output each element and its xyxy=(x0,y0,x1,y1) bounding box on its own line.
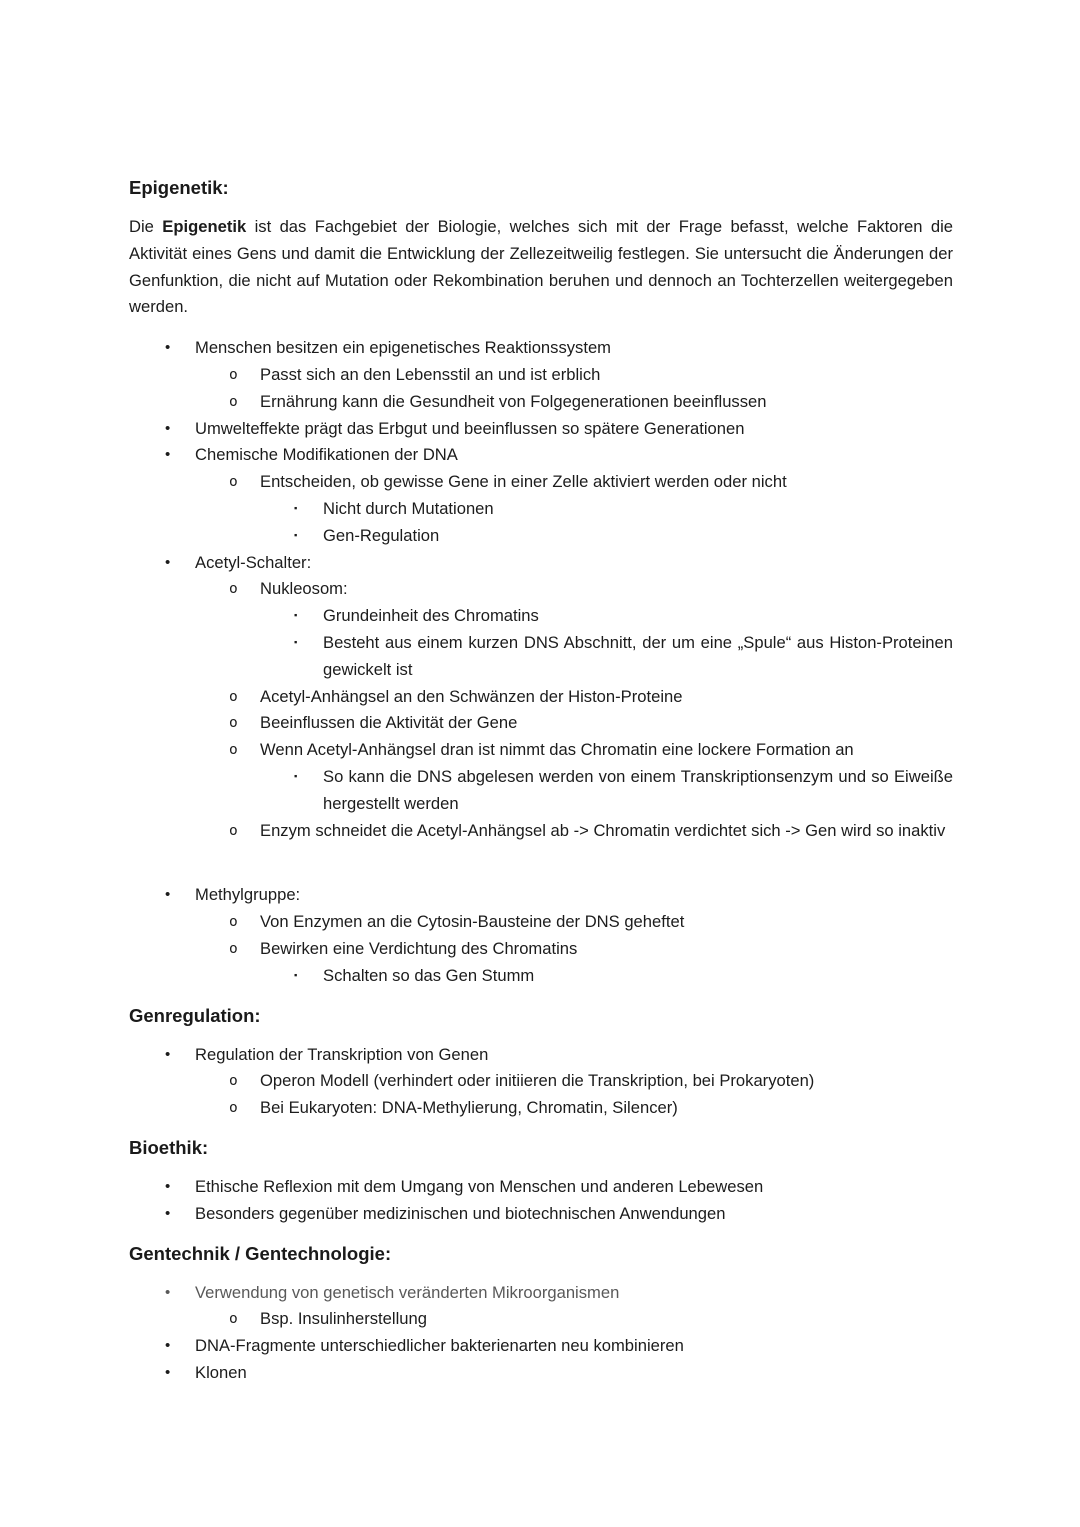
list-item-text: Acetyl-Schalter: xyxy=(195,552,312,572)
bullet-circle-marker: o xyxy=(229,940,238,957)
bullet-circle-marker: o xyxy=(229,474,238,491)
list-item-text: Chemische Modifikationen der DNA xyxy=(195,445,458,465)
text-run: ist das Fachgebiet der Biologie, welches sich mit der Frage befasst, welche Faktoren die Aktivität eines Gens und damit die Entwicklung der Zellezeitweilig festlegen. Sie untersucht die Änderungen der Genfunktion, die nicht auf Mutation oder Rekombination beruhen und dennoch an Tochterzellen weitergegeben werden. xyxy=(129,217,953,317)
list-item-text: Entscheiden, ob gewisse Gene in einer Zelle aktiviert werden oder nicht xyxy=(260,472,787,492)
bullet-disc-marker: • xyxy=(165,1283,171,1301)
list-item xyxy=(129,1174,953,1201)
list-item xyxy=(129,882,953,909)
list-item-text: Grundeinheit des Chromatins xyxy=(323,606,539,626)
bullet-disc-marker: • xyxy=(165,1177,171,1195)
list-item-text: Passt sich an den Lebensstil an und ist erblich xyxy=(260,364,601,384)
bullet-list xyxy=(129,1174,953,1228)
list-item xyxy=(129,576,953,603)
bullet-square-marker: ▪ xyxy=(294,502,298,514)
section-heading: Epigenetik: xyxy=(129,177,229,198)
list-item-text: Bei Eukaryoten: DNA-Methylierung, Chromatin, Silencer) xyxy=(260,1098,678,1118)
list-item xyxy=(129,1201,953,1228)
list-item-text: Verwendung von genetisch veränderten Mikroorganismen xyxy=(195,1282,620,1302)
list-item xyxy=(129,469,953,496)
list-item xyxy=(129,963,953,990)
list-item xyxy=(129,936,953,963)
list-item-text: Methylgruppe: xyxy=(195,885,301,905)
list-item-text: Ernährung kann die Gesundheit von Folgegenerationen beeinflussen xyxy=(260,391,767,411)
bullet-circle-marker: o xyxy=(229,1100,238,1117)
bullet-disc-marker: • xyxy=(165,419,171,437)
bullet-square-marker: ▪ xyxy=(294,770,298,782)
list-item xyxy=(129,603,953,630)
list-item xyxy=(129,335,953,362)
list-item-text: Regulation der Transkription von Genen xyxy=(195,1044,489,1064)
bullet-list xyxy=(129,335,953,989)
list-item-text: Menschen besitzen ein epigenetisches Reaktionssystem xyxy=(195,338,611,358)
list-item xyxy=(129,630,953,684)
bullet-circle-marker: o xyxy=(229,1073,238,1090)
list-item xyxy=(129,550,953,577)
list-item xyxy=(129,764,953,818)
list-item xyxy=(129,442,953,469)
list-item-text: Bewirken eine Verdichtung des Chromatins xyxy=(260,938,578,958)
bullet-disc-marker: • xyxy=(165,1045,171,1063)
bullet-square-marker: ▪ xyxy=(294,636,298,648)
bullet-list xyxy=(129,1280,953,1387)
list-item-text: Besonders gegenüber medizinischen und biotechnischen Anwendungen xyxy=(195,1203,726,1223)
bullet-square-marker: ▪ xyxy=(294,610,298,622)
section-heading: Bioethik: xyxy=(129,1136,209,1158)
list-item xyxy=(129,737,953,764)
list-item-text: Nukleosom: xyxy=(260,579,348,599)
list-item xyxy=(129,818,953,845)
bullet-disc-marker: • xyxy=(165,886,171,904)
bullet-circle-marker: o xyxy=(229,688,238,705)
list-item xyxy=(129,416,953,443)
bullet-square-marker: ▪ xyxy=(294,969,298,981)
list-item-text: Ethische Reflexion mit dem Umgang von Menschen und anderen Lebewesen xyxy=(195,1176,764,1196)
list-item-text: Schalten so das Gen Stumm xyxy=(323,965,535,985)
bullet-circle-marker: o xyxy=(229,715,238,732)
list-item-text: So kann die DNS abgelesen werden von einem Transkriptionsenzym und so Eiweiße hergestellt werden xyxy=(323,766,953,813)
bullet-disc-marker: • xyxy=(165,1204,171,1222)
bullet-circle-marker: o xyxy=(229,822,238,839)
bullet-disc-marker: • xyxy=(165,446,171,464)
list-item-text: Nicht durch Mutationen xyxy=(323,498,494,518)
bullet-disc-marker: • xyxy=(165,1337,171,1355)
section-heading: Genregulation: xyxy=(129,1004,261,1026)
list-item-text: Umwelteffekte prägt das Erbgut und beeinflussen so spätere Generationen xyxy=(195,418,745,438)
list-item xyxy=(129,389,953,416)
list-item xyxy=(129,496,953,523)
bullet-circle-marker: o xyxy=(229,1311,238,1328)
bullet-square-marker: ▪ xyxy=(294,529,298,541)
list-item xyxy=(129,909,953,936)
list-item-text: DNA-Fragmente unterschiedlicher bakterienarten neu kombinieren xyxy=(195,1336,684,1356)
list-item-text: Operon Modell (verhindert oder initiieren die Transkription, bei Prokaryoten) xyxy=(260,1071,815,1091)
list-item xyxy=(129,1306,953,1333)
bullet-disc-marker: • xyxy=(165,1363,171,1381)
list-item xyxy=(129,523,953,550)
list-item xyxy=(129,710,953,737)
bullet-list xyxy=(129,1042,953,1122)
document-content xyxy=(129,176,953,1387)
bold-term: Epigenetik xyxy=(162,217,247,236)
bullet-disc-marker: • xyxy=(165,339,171,357)
bullet-circle-marker: o xyxy=(229,914,238,931)
list-item-text: Besteht aus einem kurzen DNS Abschnitt, der um eine „Spule“ aus Histon-Proteinen gewickelt ist xyxy=(323,632,953,679)
list-item xyxy=(129,1333,953,1360)
bullet-circle-marker: o xyxy=(229,581,238,598)
list-item xyxy=(129,684,953,711)
list-item xyxy=(129,1095,953,1122)
intro-paragraph xyxy=(129,214,953,321)
list-item-text: Enzym schneidet die Acetyl-Anhängsel ab -> Chromatin verdichtet sich -> Gen wird so inaktiv xyxy=(260,820,946,840)
bullet-circle-marker: o xyxy=(229,742,238,759)
list-item xyxy=(129,1042,953,1069)
bullet-circle-marker: o xyxy=(229,393,238,410)
bullet-circle-marker: o xyxy=(229,366,238,383)
bullet-disc-marker: • xyxy=(165,553,171,571)
list-item-text: Klonen xyxy=(195,1362,247,1382)
text-run: Die xyxy=(129,217,163,236)
list-item xyxy=(129,1068,953,1095)
list-item-text: Beeinflussen die Aktivität der Gene xyxy=(260,713,518,733)
list-item-text: Bsp. Insulinherstellung xyxy=(260,1309,427,1329)
list-item xyxy=(129,1280,953,1307)
section-heading: Gentechnik / Gentechnologie: xyxy=(129,1242,392,1264)
list-item xyxy=(129,362,953,389)
list-item-text: Von Enzymen an die Cytosin-Bausteine der DNS geheftet xyxy=(260,912,685,932)
list-item-text: Gen-Regulation xyxy=(323,525,440,545)
list-item xyxy=(129,1360,953,1387)
list-item-text: Wenn Acetyl-Anhängsel dran ist nimmt das Chromatin eine lockere Formation an xyxy=(260,740,854,760)
list-item-text: Acetyl-Anhängsel an den Schwänzen der Histon-Proteine xyxy=(260,686,683,706)
